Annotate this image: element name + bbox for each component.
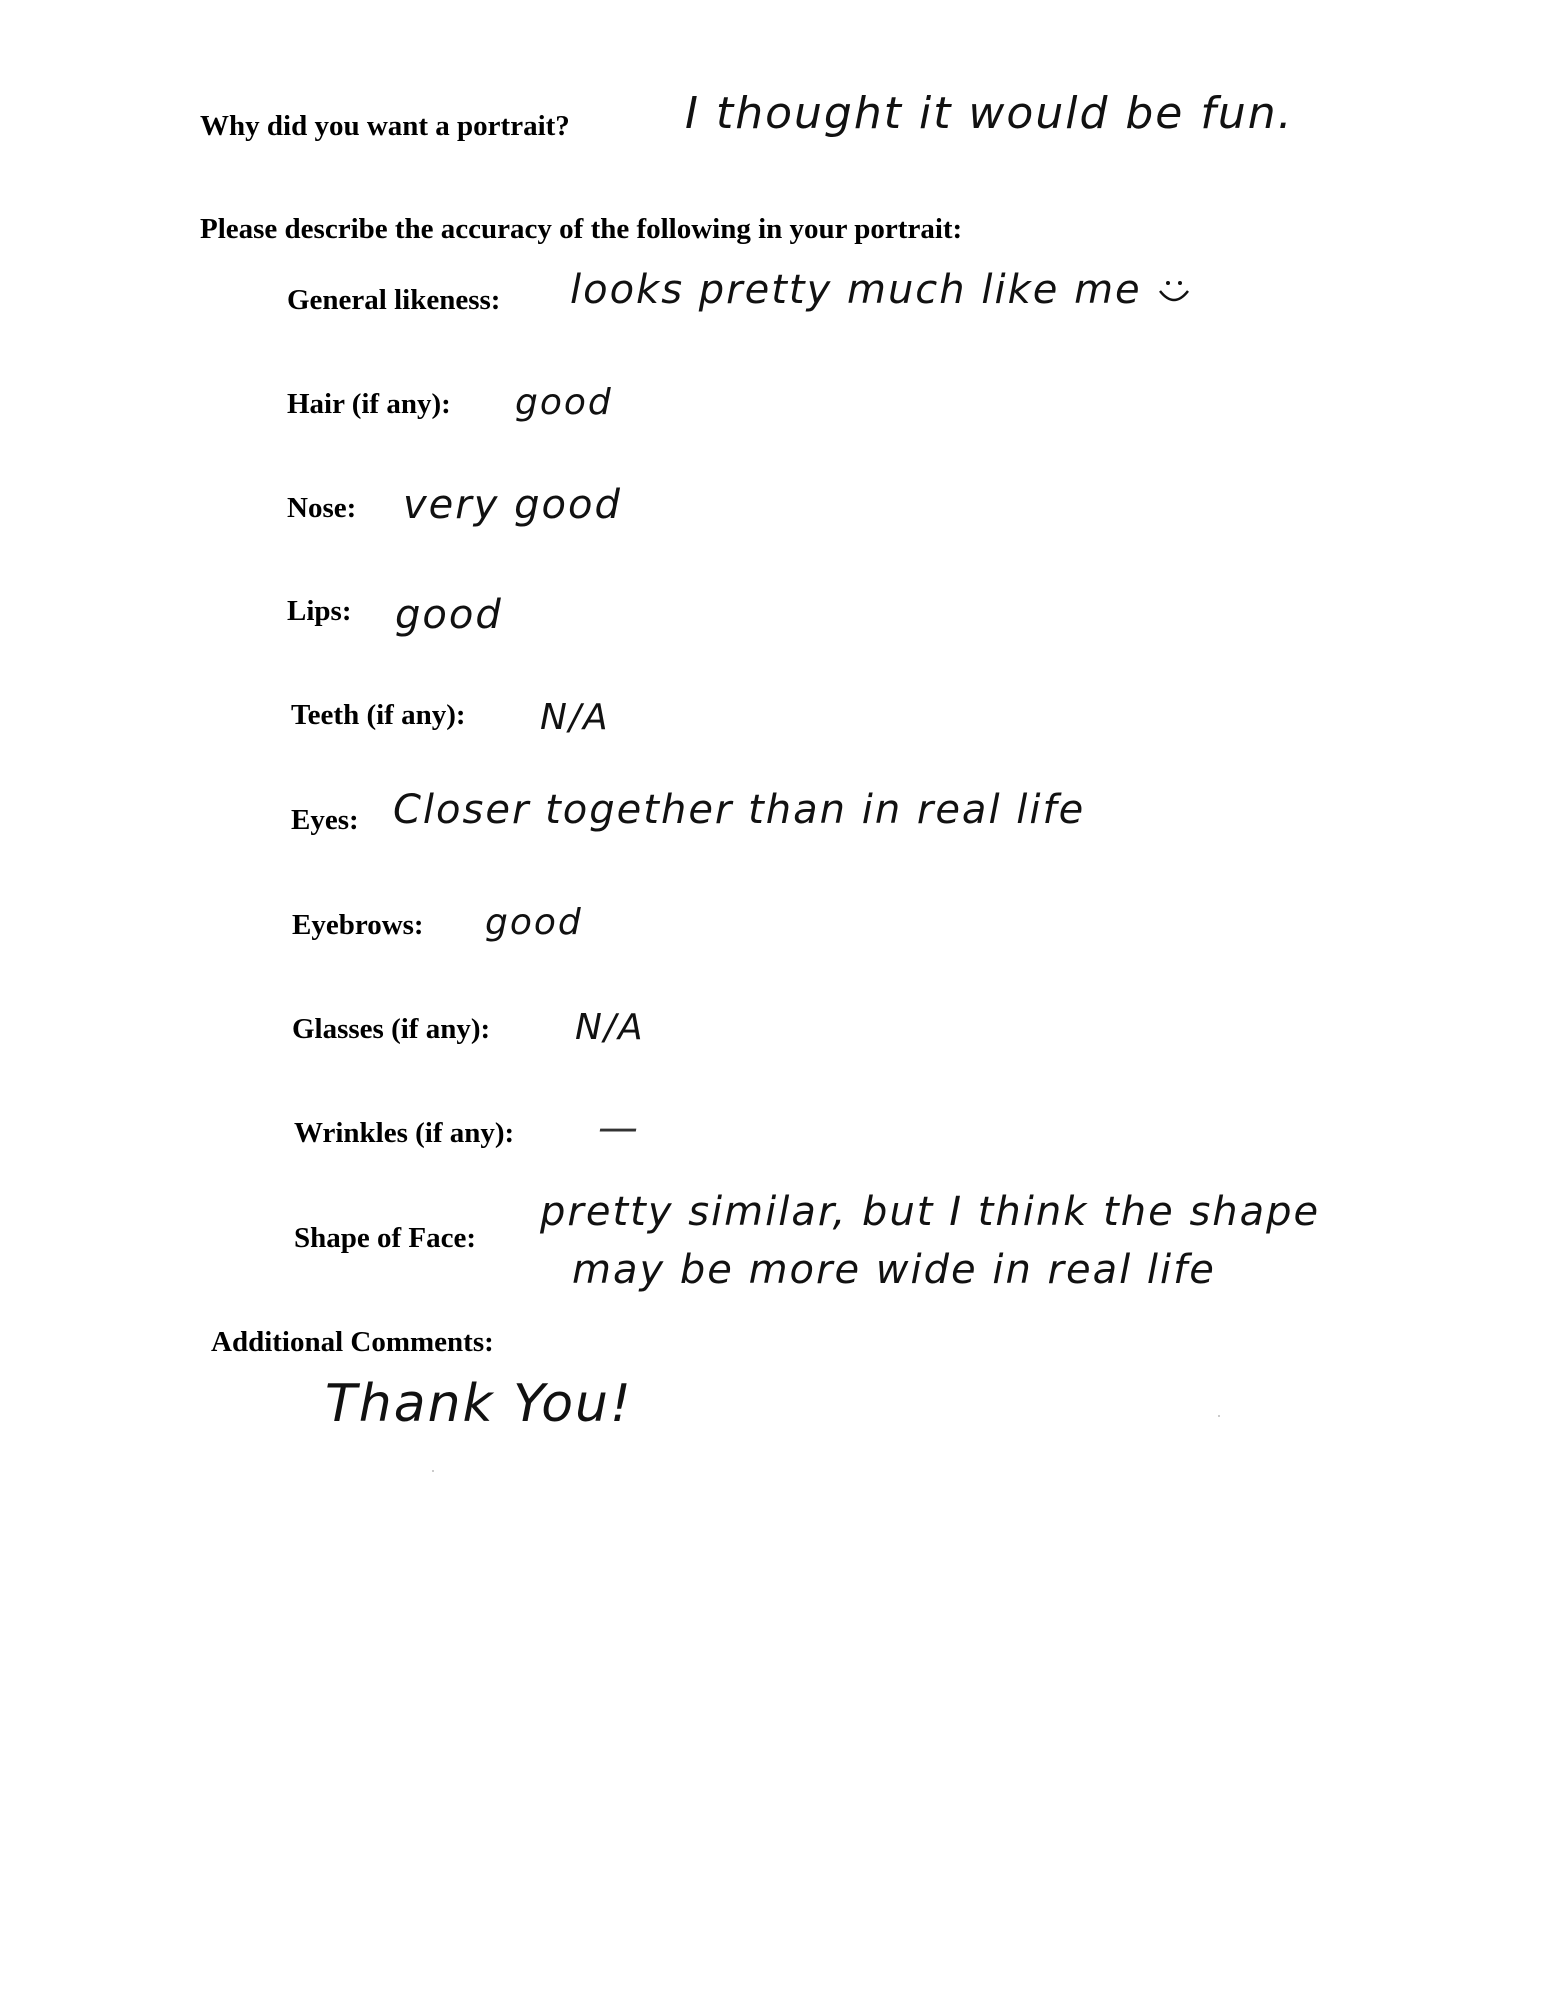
nose-answer: very good: [403, 482, 622, 528]
nose-label: Nose:: [287, 492, 357, 524]
eyebrows-label: Eyebrows:: [292, 909, 424, 941]
eyes-answer: Closer together than in real life: [393, 787, 1086, 833]
general-likeness-label: General likeness:: [287, 284, 501, 316]
general-likeness-answer-row: [570, 267, 1192, 313]
why-portrait-label: Why did you want a portrait?: [200, 110, 570, 142]
accuracy-prompt: Please describe the accuracy of the following in your portrait:: [200, 213, 963, 245]
shape-of-face-answer-line2: may be more wide in real life: [572, 1247, 1216, 1293]
why-portrait-answer: I thought it would be fun.: [685, 88, 1294, 139]
general-likeness-answer: looks pretty much like me: [570, 267, 1142, 313]
teeth-label: Teeth (if any):: [291, 699, 466, 731]
additional-comments-answer: Thank You!: [325, 1374, 633, 1434]
wrinkles-answer: —: [598, 1105, 638, 1151]
scan-speck: [432, 1470, 434, 1472]
eyes-label: Eyes:: [291, 804, 359, 836]
wrinkles-label: Wrinkles (if any):: [294, 1117, 515, 1149]
lips-answer: good: [395, 592, 503, 638]
glasses-label: Glasses (if any):: [292, 1013, 491, 1045]
additional-comments-label: Additional Comments:: [211, 1326, 494, 1358]
hair-answer: good: [515, 382, 613, 423]
shape-of-face-answer-line1: pretty similar, but I think the shape: [540, 1189, 1321, 1235]
glasses-answer: N/A: [575, 1007, 645, 1048]
teeth-answer: N/A: [540, 697, 610, 738]
eyebrows-answer: good: [485, 902, 583, 943]
scan-speck: [1218, 1415, 1220, 1417]
shape-of-face-label: Shape of Face:: [294, 1222, 477, 1254]
smiley-face-icon: [1156, 277, 1192, 307]
lips-label: Lips:: [287, 595, 352, 627]
hair-label: Hair (if any):: [287, 388, 451, 420]
